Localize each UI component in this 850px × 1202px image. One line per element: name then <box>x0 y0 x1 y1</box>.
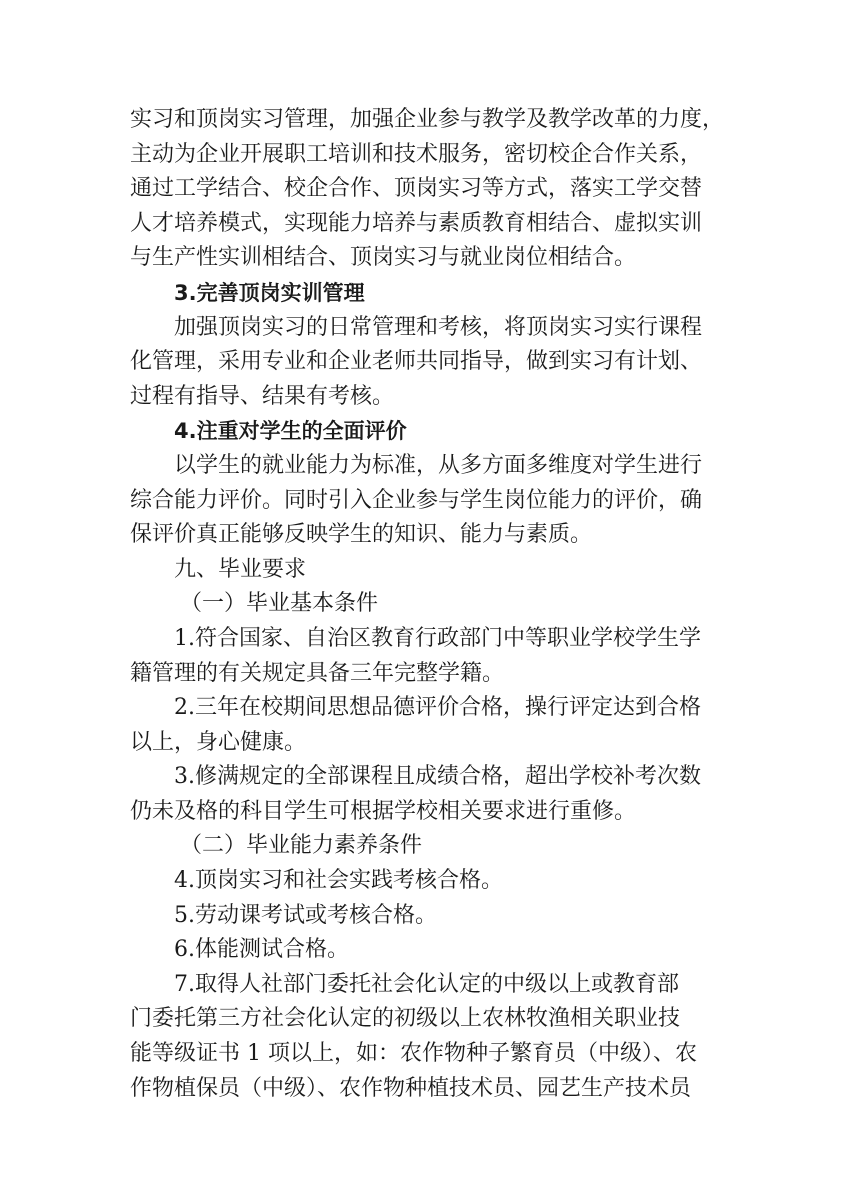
paragraph-line: 过程有指导、结果有考核。 <box>130 383 395 409</box>
paragraph-line: 以学生的就业能力为标准，从多方面多维度对学生进行 <box>174 452 703 478</box>
chapter-heading: 九、毕业要求 <box>174 556 307 582</box>
subsection-heading-2: （二）毕业能力素养条件 <box>180 833 423 859</box>
list-item-line: 籍管理的有关规定具备三年完整学籍。 <box>130 660 505 686</box>
list-item-line: 1.符合国家、自治区教育行政部门中等职业学校学生学 <box>174 625 701 651</box>
list-item-line: 2.三年在校期间思想品德评价合格，操行评定达到合格 <box>174 695 701 721</box>
list-item-line: 3.修满规定的全部课程且成绩合格，超出学校补考次数 <box>174 764 701 790</box>
section-heading-4: 4.注重对学生的全面评价 <box>174 419 407 444</box>
paragraph-line: 综合能力评价。同时引入企业参与学生岗位能力的评价，确 <box>130 487 703 513</box>
list-item-line: 作物植保员（中级）、农作物种植技术员、园艺生产技术员 <box>130 1075 692 1101</box>
list-item-line: 门委托第三方社会化认定的初级以上农林牧渔相关职业技 <box>130 1006 681 1032</box>
list-item-line: 5.劳动课考试或考核合格。 <box>174 902 437 928</box>
document-body <box>130 103 730 1106</box>
subsection-heading-1: （一）毕业基本条件 <box>180 591 379 617</box>
paragraph-line: 保评价真正能够反映学生的知识、能力与素质。 <box>130 522 593 548</box>
paragraph-line: 通过工学结合、校企合作、顶岗实习等方式，落实工学交替 <box>130 176 703 202</box>
paragraph-line: 主动为企业开展职工培训和技术服务，密切校企合作关系， <box>130 141 703 167</box>
paragraph-line: 实习和顶岗实习管理，加强企业参与教学及教学改革的力度， <box>130 107 725 132</box>
list-item-line: 仍未及格的科目学生可根据学校相关要求进行重修。 <box>130 798 637 824</box>
list-item-line: 6.体能测试合格。 <box>174 937 349 963</box>
paragraph-line: 人才培养模式，实现能力培养与素质教育相结合、虚拟实训 <box>130 210 703 236</box>
paragraph-line: 与生产性实训相结合、顶岗实习与就业岗位相结合。 <box>130 245 637 271</box>
list-item-line: 能等级证书 1 项以上，如：农作物种子繁育员（中级）、农 <box>130 1041 697 1067</box>
paragraph-line: 化管理，采用专业和企业老师共同指导，做到实习有计划、 <box>130 349 703 375</box>
list-item-line: 4.顶岗实习和社会实践考核合格。 <box>174 868 503 894</box>
list-item-line: 7.取得人社部门委托社会化认定的中级以上或教育部 <box>174 971 679 997</box>
list-item-line: 以上，身心健康。 <box>130 729 307 755</box>
paragraph-line: 加强顶岗实习的日常管理和考核，将顶岗实习实行课程 <box>174 314 703 340</box>
section-heading-3: 3.完善顶岗实训管理 <box>174 280 365 305</box>
